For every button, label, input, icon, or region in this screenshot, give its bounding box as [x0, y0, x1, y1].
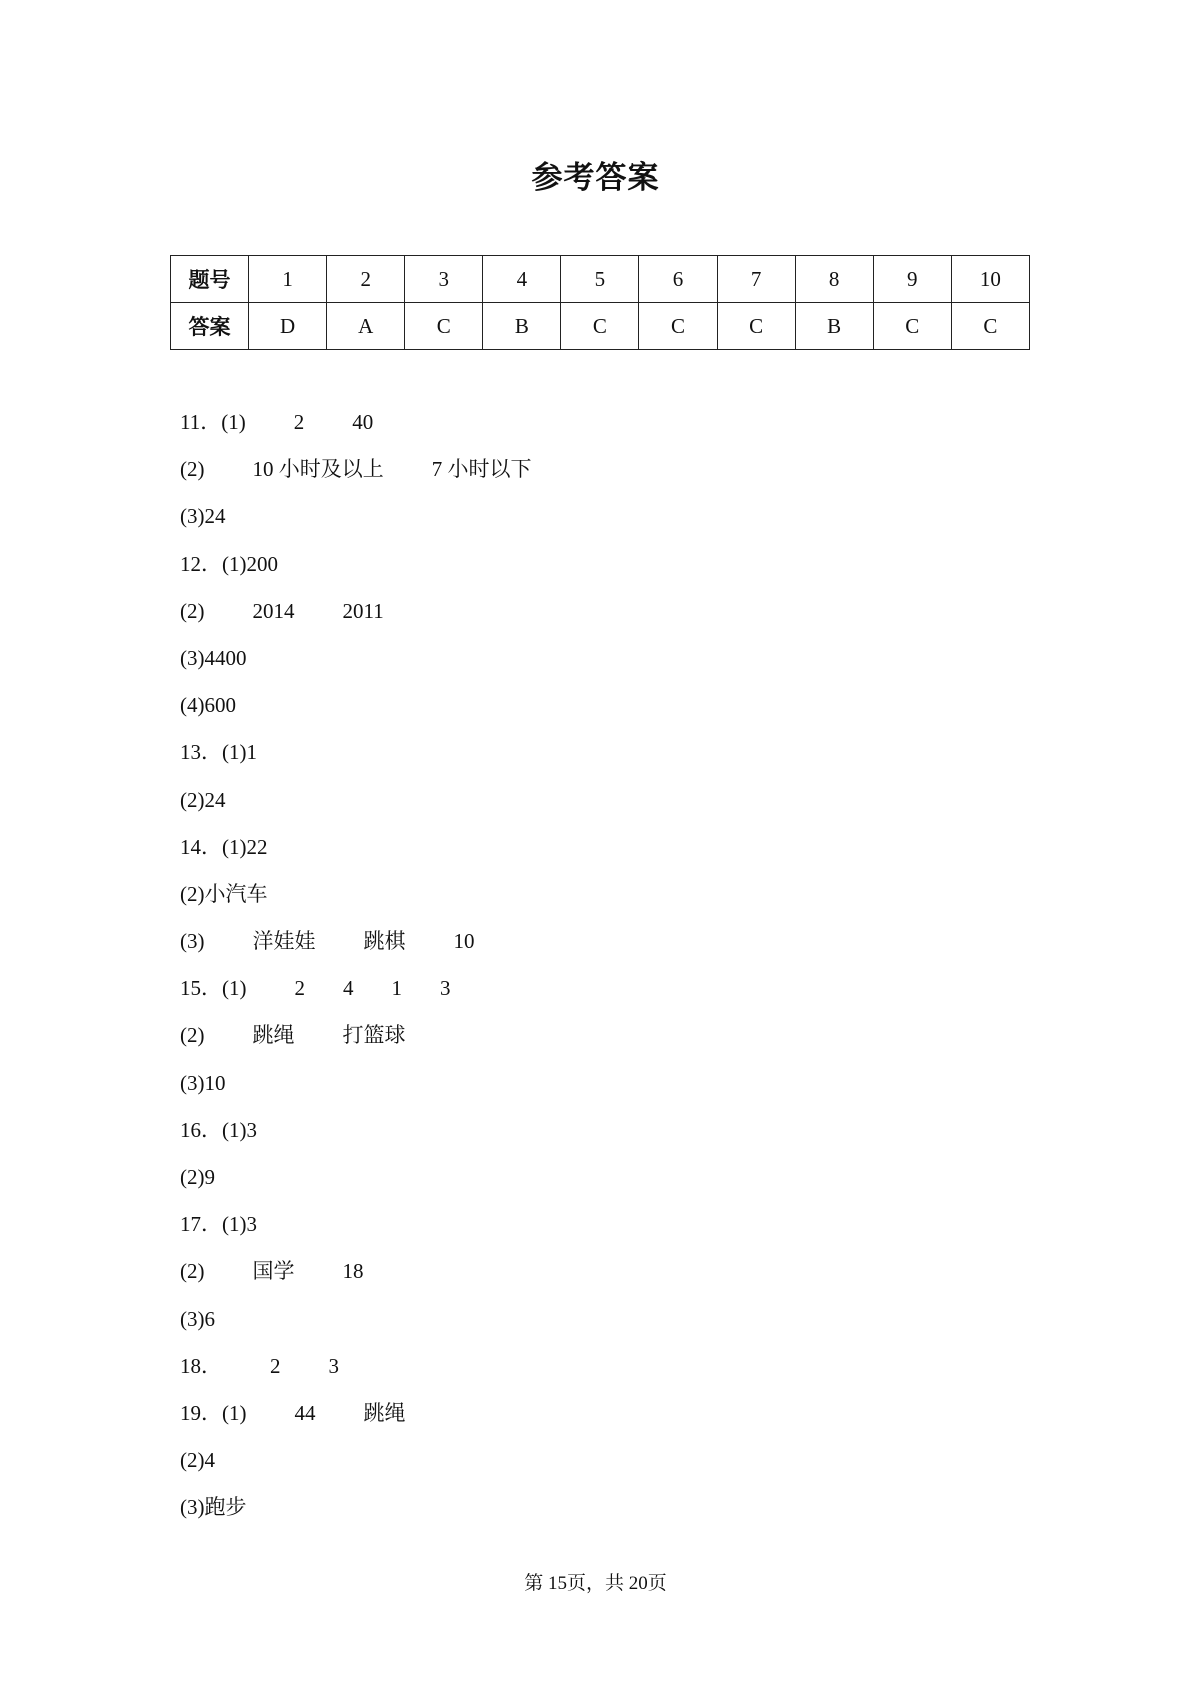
line-prefix: 12．(1)200 [180, 551, 278, 576]
answer-table [170, 255, 1030, 350]
line-value: 40 [352, 410, 374, 434]
line-prefix: (2)小汽车 [180, 881, 268, 906]
question-number-cell: 9 [873, 256, 951, 303]
line-value: 2014 [252, 598, 295, 623]
answer-line [180, 1304, 532, 1351]
line-value: 3 [440, 976, 451, 1001]
question-number-cell: 4 [483, 256, 561, 303]
question-number-cell: 1 [249, 256, 327, 303]
line-value: 打篮球 [342, 1023, 406, 1048]
line-value: 44 [294, 1400, 316, 1425]
page-footer: 第 15页，共 20页 [524, 1573, 667, 1594]
answer-lines [180, 407, 532, 1540]
question-number-cell: 2 [327, 256, 405, 303]
line-value: 跳绳 [363, 1400, 406, 1425]
line-prefix: (3)6 [180, 1306, 215, 1331]
page-title: 参考答案 [531, 160, 660, 196]
line-prefix: (2)9 [180, 1165, 215, 1189]
line-prefix: (2)4 [180, 1448, 215, 1473]
line-value: 1 [391, 976, 402, 1001]
answer-line [180, 407, 532, 454]
answer-line [180, 926, 532, 973]
answer-line [180, 1020, 532, 1067]
line-value: 10 [453, 929, 475, 954]
line-value: 4 [343, 976, 354, 1001]
line-value: 2011 [342, 598, 384, 623]
question-number-cell: 10 [951, 256, 1029, 303]
answer-line [180, 973, 532, 1020]
answer-line [180, 1445, 532, 1492]
line-prefix: (2) [180, 598, 205, 623]
line-prefix: (2) [180, 1023, 205, 1048]
answer-line [180, 832, 532, 879]
answer-row [171, 303, 1030, 350]
question-number-cell: 8 [795, 256, 873, 303]
question-number-cell: 7 [717, 256, 795, 303]
line-prefix: 18． [180, 1353, 222, 1378]
line-prefix: 15．(1) [180, 976, 247, 1001]
question-number-row [171, 256, 1030, 303]
line-prefix: (2)24 [180, 787, 226, 812]
answer-line [180, 1209, 532, 1256]
line-prefix: 14．(1)22 [180, 834, 268, 859]
answer-line [180, 549, 532, 596]
answer-line [180, 1256, 532, 1303]
row-label-answer: 答案 [171, 303, 249, 350]
line-prefix: 11．(1) [180, 410, 246, 434]
line-value: 2 [293, 410, 305, 434]
answer-cell: C [873, 303, 951, 350]
answer-line [180, 501, 532, 548]
answer-line [180, 1115, 532, 1162]
line-value: 洋娃娃 [252, 929, 316, 954]
answer-cell: A [327, 303, 405, 350]
line-prefix: (2) [180, 1259, 205, 1284]
answer-line [180, 454, 532, 501]
answer-cell: B [483, 303, 561, 350]
line-value: 7 小时以下 [431, 457, 532, 482]
answer-line [180, 1351, 532, 1398]
answer-cell: C [639, 303, 717, 350]
line-value: 跳棋 [363, 929, 406, 954]
answer-line [180, 879, 532, 926]
answer-line [180, 785, 532, 832]
line-value: 2 [294, 976, 305, 1001]
line-value: 国学 [252, 1259, 295, 1284]
question-number-cell: 3 [405, 256, 483, 303]
answer-cell: C [717, 303, 795, 350]
answer-line [180, 643, 532, 690]
line-prefix: 17．(1)3 [180, 1212, 257, 1237]
answer-cell: B [795, 303, 873, 350]
answer-line [180, 1398, 532, 1445]
line-prefix: (4)600 [180, 693, 236, 718]
answer-cell: C [561, 303, 639, 350]
question-number-cell: 6 [639, 256, 717, 303]
question-number-cell: 5 [561, 256, 639, 303]
answer-cell: C [405, 303, 483, 350]
line-prefix: 19．(1) [180, 1400, 247, 1425]
line-prefix: (3) [180, 929, 205, 954]
line-prefix: (3)24 [180, 504, 226, 529]
answer-line [180, 596, 532, 643]
line-prefix: (3)4400 [180, 645, 247, 670]
row-label-question-number: 题号 [171, 256, 249, 303]
answer-line [180, 690, 532, 737]
answer-cell: D [249, 303, 327, 350]
line-prefix: 13．(1)1 [180, 740, 257, 765]
line-value: 10 小时及以上 [252, 457, 384, 482]
answer-line [180, 1162, 532, 1209]
line-value: 2 [270, 1353, 281, 1378]
answer-line [180, 1492, 532, 1539]
answer-line [180, 737, 532, 784]
line-prefix: (3)跑步 [180, 1495, 247, 1520]
line-prefix: 16．(1)3 [180, 1117, 257, 1142]
line-value: 18 [342, 1259, 364, 1284]
line-prefix: (3)10 [180, 1070, 226, 1095]
line-value: 3 [328, 1353, 339, 1378]
answer-cell: C [951, 303, 1029, 350]
line-prefix: (2) [180, 457, 205, 482]
line-value: 跳绳 [252, 1023, 295, 1048]
answer-line [180, 1068, 532, 1115]
